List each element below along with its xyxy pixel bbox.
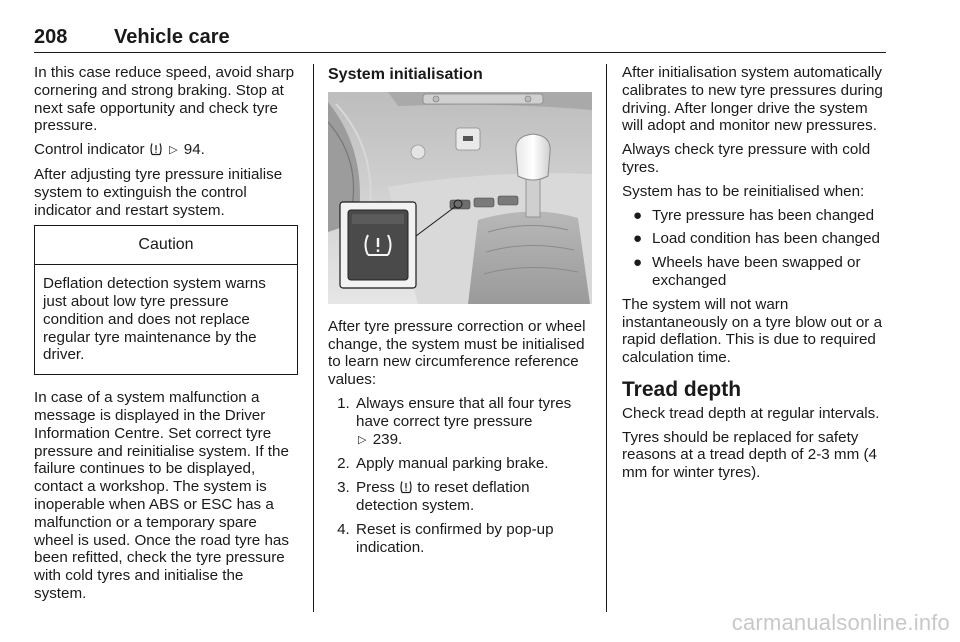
text: Control indicator bbox=[34, 141, 145, 159]
paragraph bbox=[34, 141, 298, 160]
caution-body: Deflation detection system warns just about low tyre pressure condition and does not replace regular tyre maintenance by the driver. bbox=[43, 275, 266, 364]
list-item bbox=[354, 479, 592, 515]
list-item bbox=[622, 207, 888, 225]
bullet-icon: ● bbox=[633, 230, 643, 248]
page-header bbox=[34, 26, 886, 53]
page-number: 208 bbox=[34, 26, 68, 48]
text: Load condition has been changed bbox=[652, 230, 881, 248]
chapter-title: Vehicle care bbox=[114, 26, 230, 48]
steps-list bbox=[328, 395, 592, 556]
paragraph: After tyre pressure correction or wheel change, the system must be initialised to learn new circumference reference values: bbox=[328, 317, 586, 389]
page-reference-arrow-icon: ▷ bbox=[169, 144, 178, 157]
section-heading: System initialisation bbox=[328, 66, 483, 83]
bullet-icon: ● bbox=[633, 206, 643, 224]
paragraph: After adjusting tyre pressure initialise system to extinguish the control indicator and restart system. bbox=[34, 165, 283, 219]
page-reference[interactable]: 239. bbox=[372, 430, 403, 448]
section-heading: Tread depth bbox=[622, 377, 742, 401]
column-divider bbox=[313, 64, 314, 612]
list-item: 2. Apply manual parking brake. bbox=[354, 455, 592, 473]
console-illustration bbox=[328, 92, 592, 304]
text: Wheels have been swapped or exchanged bbox=[652, 254, 861, 289]
column-left bbox=[34, 64, 298, 609]
text: Press bbox=[356, 479, 395, 497]
paragraph: Check tread depth at regular intervals. bbox=[622, 404, 880, 422]
column-middle bbox=[328, 64, 592, 562]
text: to reset deflation detection system. bbox=[356, 479, 530, 514]
text: Tyre pressure has been changed bbox=[652, 206, 875, 224]
paragraph: After initialisation system automatically calibrates to new tyre pressures during driving. After longer drive the system will adopt and monitor new pressures. bbox=[622, 64, 883, 135]
page-reference[interactable]: 94. bbox=[183, 141, 205, 159]
list-item bbox=[354, 395, 592, 449]
paragraph: In this case reduce speed, avoid sharp cornering and strong braking. Stop at next safe opportunity and check tyre pressure. bbox=[34, 64, 295, 135]
caution-title: Caution bbox=[35, 226, 297, 265]
caution-box bbox=[34, 225, 298, 375]
paragraph: In case of a system malfunction a message is displayed in the Driver Information Centre. Set correct tyre pressure and reinitialise system. If the failure continues to be displayed, contact a workshop. The system is inoperable when ABS or ESC has a malfunction or a temporary spare wheel is used. Once the road tyre has been refitted, check the tyre pressure with cold tyres and initialise the system. bbox=[34, 389, 289, 602]
list-item bbox=[622, 230, 888, 248]
gear-console-drawing bbox=[328, 92, 592, 304]
paragraph: Tyres should be replaced for safety reasons at a tread depth of 2-3 mm (4 mm for winter tyres). bbox=[622, 428, 877, 482]
column-divider bbox=[606, 64, 607, 612]
tyre-pressure-icon bbox=[399, 480, 413, 494]
bullet-list bbox=[622, 207, 888, 290]
bullet-icon: ● bbox=[633, 254, 643, 272]
page-reference-arrow-icon: ▷ bbox=[358, 433, 367, 446]
text: Always ensure that all four tyres have correct tyre pressure bbox=[356, 394, 572, 430]
tyre-pressure-icon bbox=[149, 142, 163, 156]
watermark: carmanualsonline.info bbox=[731, 610, 950, 635]
list-item: 4. Reset is confirmed by pop-up indication. bbox=[354, 521, 592, 557]
paragraph: Always check tyre pressure with cold tyres. bbox=[622, 141, 871, 176]
list-item bbox=[622, 254, 888, 290]
column-right bbox=[622, 64, 888, 488]
paragraph: The system will not warn instantaneously on a tyre blow out or a rapid deflation. This is due to required calculation time. bbox=[622, 295, 883, 367]
paragraph: System has to be reinitialised when: bbox=[622, 182, 865, 200]
